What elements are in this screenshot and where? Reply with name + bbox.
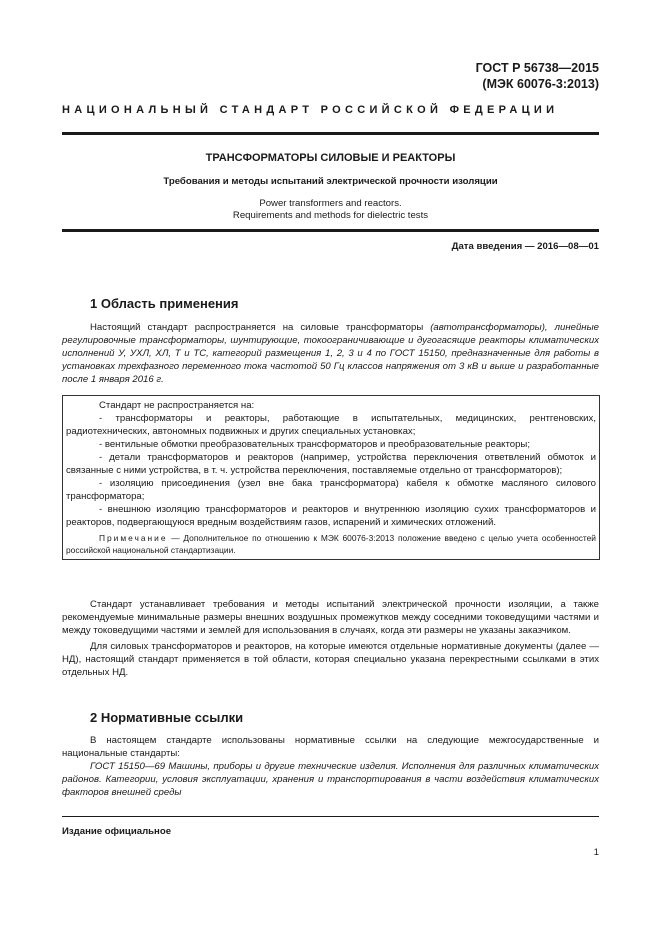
- references-intro: В настоящем стандарте использованы нормативные ссылки на следующие межгосударственные и национальные стандарты:: [62, 735, 599, 759]
- section-2-body: [62, 734, 599, 799]
- exclusion-item: - внешнюю изоляцию трансформаторов и реакторов и внутреннюю изоляцию сухих трансформаторов и реакторов, подвергающуюся вредным воздействиям газов, испарений и химических отложений.: [66, 504, 596, 528]
- document-code: [476, 60, 599, 92]
- exclusion-item: - вентильные обмотки преобразовательных трансформаторов и преобразовательные реакторы;: [99, 439, 530, 450]
- section-1-heading: 1 Область применения: [90, 296, 239, 311]
- introduction-date: Дата введения — 2016—08—01: [451, 241, 599, 252]
- requirements-paragraph: Стандарт устанавливает требования и методы испытаний электрической прочности изоляции, а также рекомендуемые минимальные размеры внешних воздушных промежутков между соседними токоведущими частями и между токоведущими частями и землей для использования в случаях, когда эти размеры не указаны заказчиком.: [62, 599, 599, 636]
- national-standard-label: НАЦИОНАЛЬНЫЙ СТАНДАРТ РОССИЙСКОЙ ФЕДЕРАЦИИ: [62, 104, 559, 116]
- footer-divider: [62, 816, 599, 817]
- english-title: [62, 198, 599, 222]
- exclusions-lead: Стандарт не распространяется на:: [99, 400, 255, 411]
- english-title-line1: Power transformers and reactors.: [259, 198, 402, 209]
- note: [66, 532, 596, 556]
- title-divider: [62, 229, 599, 232]
- english-title-line2: Requirements and methods for dielectric tests: [232, 210, 429, 221]
- exclusion-item: - детали трансформаторов и реакторов (например, устройства переключения ответвлений обмоток и связанные с ними устройства, в т. ч. устройства переключения, поставляемые отдельно от трансформаторов);: [66, 452, 596, 476]
- edition-label: Издание официальное: [62, 826, 172, 837]
- gost-number: ГОСТ Р 56738—2015: [475, 61, 599, 75]
- reference-item: ГОСТ 15150—69 Машины, приборы и другие технические изделия. Исполнения для различных климатических районов. Категории, условия эксплуатации, хранения и транспортирования в части воздействия климатических факторов внешней среды: [62, 761, 599, 798]
- scope-intro-plain: Настоящий стандарт распространяется на силовые трансформаторы: [90, 322, 431, 333]
- header-divider: [62, 132, 599, 135]
- document-subtitle: Требования и методы испытаний электрической прочности изоляции: [163, 176, 498, 187]
- exclusions-box: [62, 395, 600, 560]
- scope-intro-italic: (автотрансформаторы), линейные регулировочные трансформаторы, шунтирующие, токоограничивающие и дугогасящие реакторы климатических исполнений У, УХЛ, ХЛ, Т и ТС, категорий размещения 1, 2, 3 и 4 по ГОСТ 15150, предназначенные для работы в установках трехфазного переменного тока частотой 50 Гц классов напряжения от 3 кВ и выше и разработанные после 1 января 2016 г.: [62, 322, 599, 385]
- nd-paragraph: Для силовых трансформаторов и реакторов, на которые имеются отдельные нормативные документы (далее — НД), настоящий стандарт применяется в той области, которая специально указана перекрестными ссылками в этих отдельных НД.: [62, 641, 599, 678]
- page-number: 1: [593, 847, 599, 858]
- section-2-heading: 2 Нормативные ссылки: [90, 710, 244, 725]
- scope-paragraph: [62, 321, 599, 386]
- exclusion-item: - изоляцию присоединения (узел вне бака трансформатора) кабеля к обмотке масляного силового трансформатора;: [66, 478, 596, 502]
- section-1-body: [62, 598, 599, 679]
- document-title: ТРАНСФОРМАТОРЫ СИЛОВЫЕ И РЕАКТОРЫ: [205, 152, 456, 164]
- exclusion-item: - трансформаторы и реакторы, работающие в испытательных, медицинских, рентгеновских, радиотехнических, автономных подвижных и других специальных установках;: [66, 413, 596, 437]
- note-text: — Дополнительное по отношению к МЭК 60076-3:2013 положение введено с целью учета особенностей российской национальной стандартизации.: [66, 533, 596, 555]
- iec-number: (МЭК 60076-3:2013): [482, 77, 599, 91]
- note-label: Примечание: [99, 533, 168, 543]
